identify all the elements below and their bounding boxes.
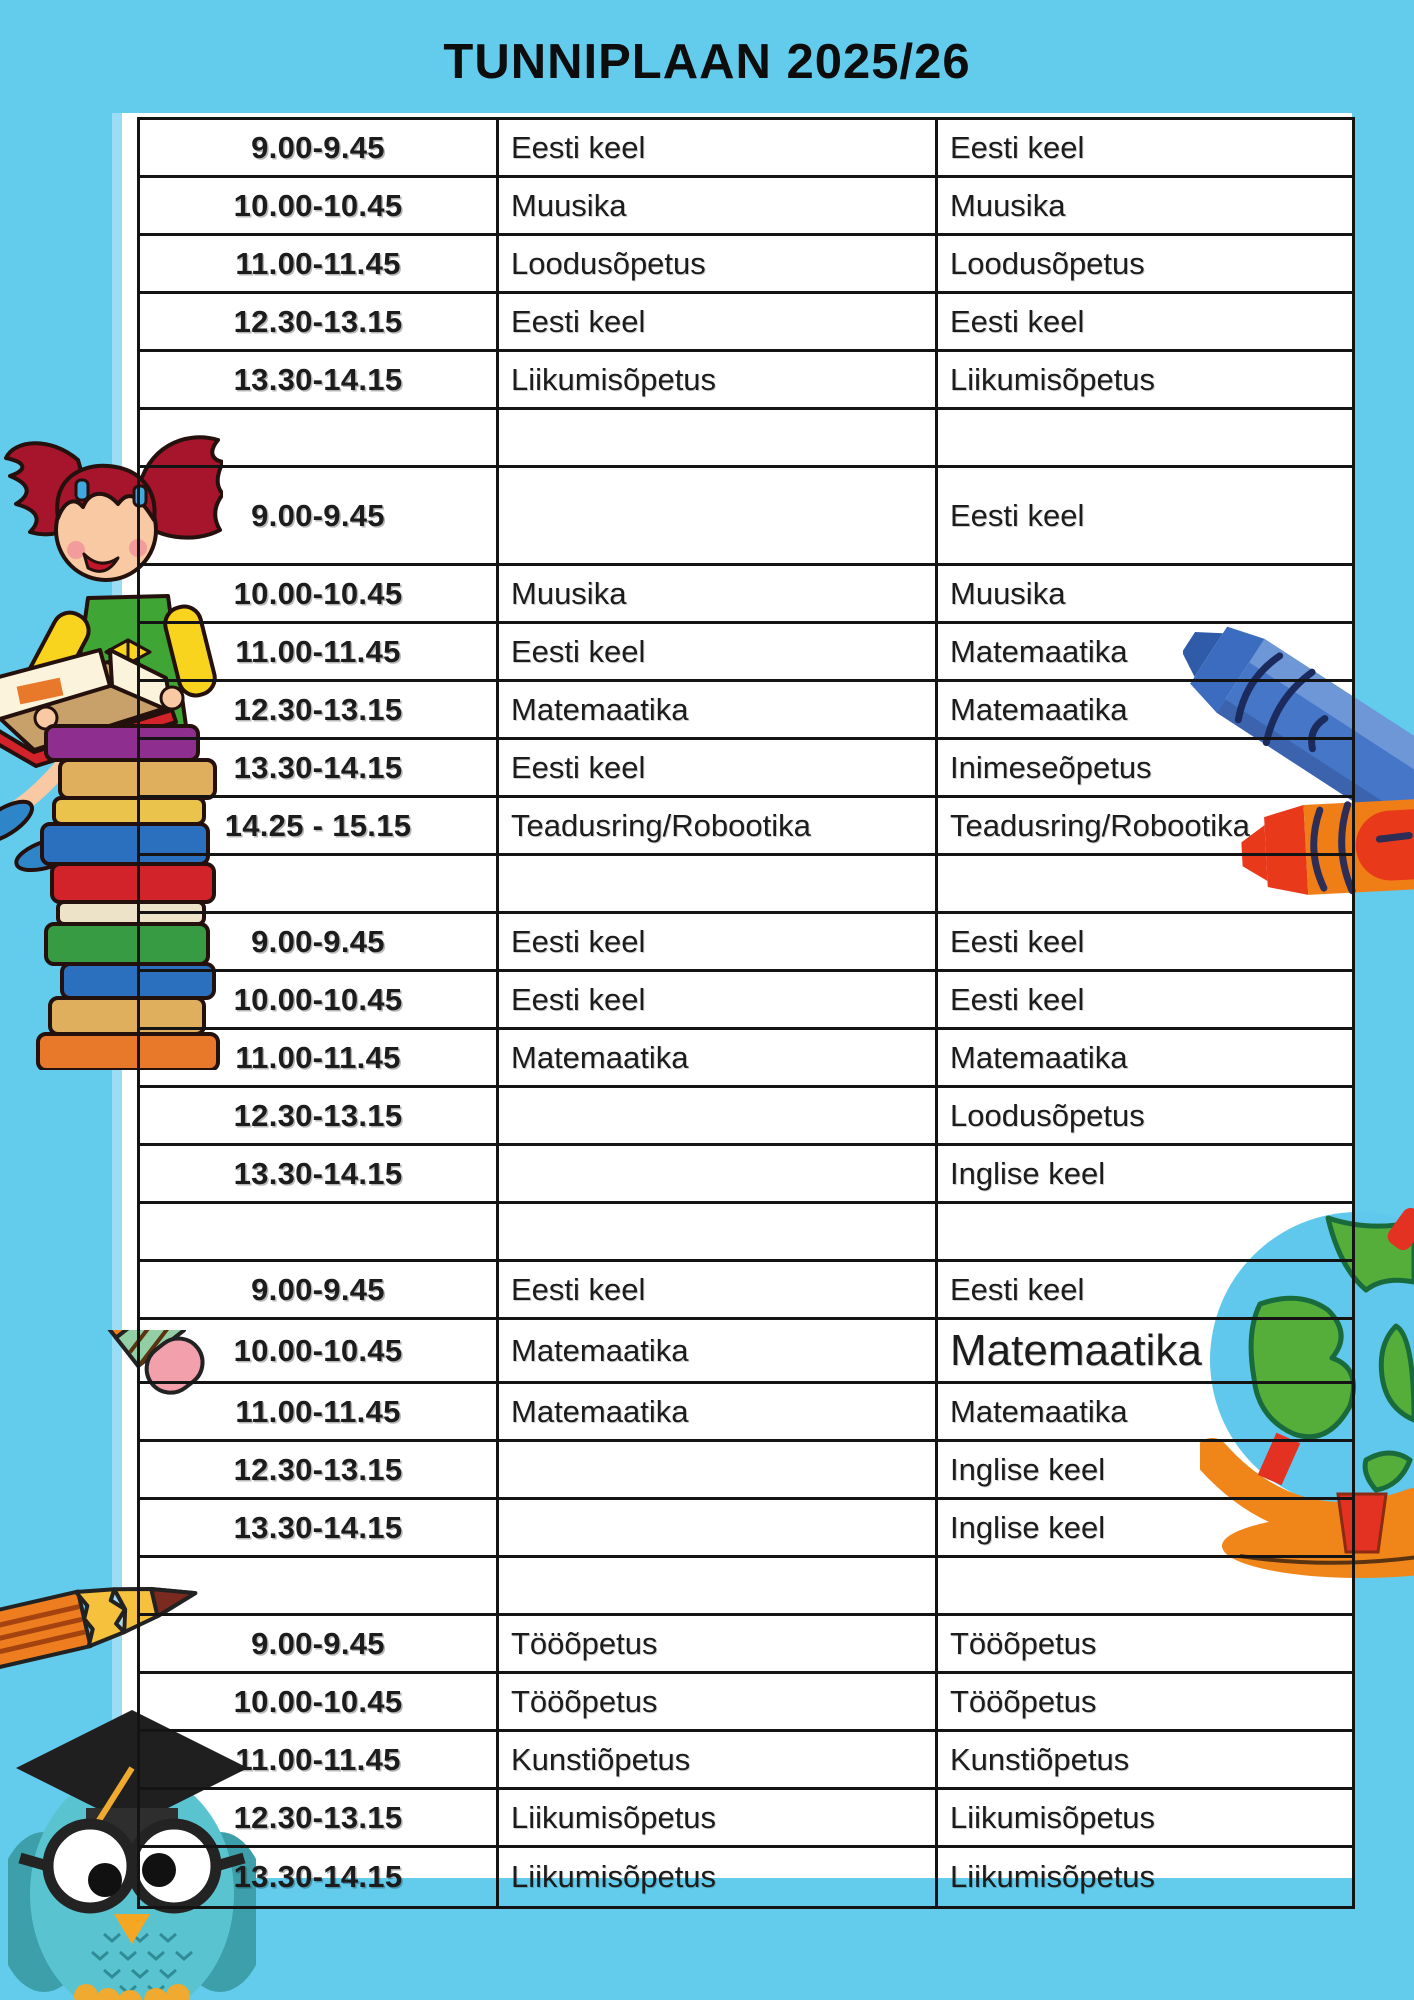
subject-cell-a: Liikumisõpetus [499,352,938,407]
time-cell: 14.25 - 15.15 [140,798,499,853]
table-row [140,1790,1352,1848]
subject-cell-a: Loodusõpetus [499,236,938,291]
time-cell: 11.00-11.45 [140,236,499,291]
subject-cell-b: Eesti keel [950,923,1085,959]
timetable-grid [137,117,1355,1909]
spacer-row [140,1558,1352,1616]
subject-cell-a: Teadusring/Robootika [499,798,938,853]
time-cell: 12.30-13.15 [140,1088,499,1143]
subject-cell-b: Matemaatika [950,1325,1202,1375]
time-cell: 9.00-9.45 [140,1262,499,1317]
subject-cell-b: Matemaatika [950,633,1128,669]
table-row [140,1384,1352,1442]
time-cell: 9.00-9.45 [140,468,499,563]
subject-cell-b: Inimeseõpetus [950,749,1152,785]
subject-cell-a: Eesti keel [499,1262,938,1317]
subject-cell-a [499,410,938,465]
time-cell: 11.00-11.45 [140,1732,499,1787]
table-row [140,1500,1352,1558]
time-cell: 9.00-9.45 [140,1616,499,1671]
subject-cell-b: Matemaatika [950,691,1128,727]
table-row [140,178,1352,236]
table-row [140,798,1352,856]
table-row [140,1146,1352,1204]
table-row [140,740,1352,798]
table-row [140,1442,1352,1500]
subject-cell-a: Eesti keel [499,120,938,175]
subject-cell-b: Inglise keel [950,1155,1106,1191]
spacer-row [140,1204,1352,1262]
subject-cell-b: Eesti keel [950,981,1085,1017]
subject-cell-b [938,856,1352,911]
subject-cell-a: Matemaatika [499,1320,938,1381]
time-cell: 9.00-9.45 [140,120,499,175]
time-cell: 13.30-14.15 [140,1146,499,1201]
time-cell [140,410,499,465]
subject-cell-a: Muusika [499,566,938,621]
subject-cell-a: Matemaatika [499,682,938,737]
subject-cell-a [499,856,938,911]
time-cell [140,856,499,911]
subject-cell-b: Tööõpetus [950,1625,1097,1661]
table-row [140,1088,1352,1146]
subject-cell-a [499,1558,938,1613]
time-cell: 11.00-11.45 [140,624,499,679]
subject-cell-a [499,1204,938,1259]
subject-cell-a: Eesti keel [499,294,938,349]
subject-cell-a: Tööõpetus [499,1674,938,1729]
table-row [140,1674,1352,1732]
subject-cell-b: Muusika [950,187,1066,223]
table-row [140,624,1352,682]
table-row [140,468,1352,566]
time-cell: 10.00-10.45 [140,1674,499,1729]
subject-cell-b [938,1558,1352,1613]
subject-cell-b: Eesti keel [950,497,1085,533]
table-row [140,236,1352,294]
subject-cell-b [938,1204,1352,1259]
subject-cell-b: Eesti keel [950,129,1085,165]
subject-cell-b: Eesti keel [950,1271,1085,1307]
subject-cell-b [938,410,1352,465]
table-row [140,120,1352,178]
subject-cell-a: Matemaatika [499,1384,938,1439]
subject-cell-b: Eesti keel [950,303,1085,339]
subject-cell-b: Liikumisõpetus [950,1799,1156,1835]
time-cell: 10.00-10.45 [140,1320,499,1381]
subject-cell-b: Kunstiõpetus [950,1741,1130,1777]
subject-cell-a [499,1442,938,1497]
time-cell: 10.00-10.45 [140,566,499,621]
subject-cell-a: Eesti keel [499,740,938,795]
subject-cell-b: Muusika [950,575,1066,611]
subject-cell-a [499,468,938,563]
subject-cell-a: Tööõpetus [499,1616,938,1671]
subject-cell-b: Inglise keel [950,1509,1106,1545]
time-cell [140,1558,499,1613]
time-cell: 12.30-13.15 [140,294,499,349]
time-cell: 10.00-10.45 [140,972,499,1027]
spacer-row [140,410,1352,468]
subject-cell-b: Tööõpetus [950,1683,1097,1719]
subject-cell-b: Liikumisõpetus [950,361,1156,397]
subject-cell-b: Inglise keel [950,1451,1106,1487]
time-cell: 13.30-14.15 [140,352,499,407]
subject-cell-a [499,1146,938,1201]
subject-cell-a [499,1500,938,1555]
poster-title: TUNNIPLAAN 2025/26 [443,35,971,89]
table-row [140,1616,1352,1674]
subject-cell-a: Muusika [499,178,938,233]
subject-cell-b: Matemaatika [950,1393,1128,1429]
time-cell [140,1204,499,1259]
spacer-row [140,856,1352,914]
time-cell: 13.30-14.15 [140,1848,499,1906]
table-row [140,914,1352,972]
time-cell: 9.00-9.45 [140,914,499,969]
subject-cell-a: Eesti keel [499,624,938,679]
subject-cell-b: Teadusring/Robootika [950,807,1250,843]
subject-cell-a [499,1088,938,1143]
time-cell: 12.30-13.15 [140,1442,499,1497]
subject-cell-a: Eesti keel [499,972,938,1027]
subject-cell-b: Loodusõpetus [950,1097,1145,1133]
subject-cell-b: Matemaatika [950,1039,1128,1075]
subject-cell-a: Kunstiõpetus [499,1732,938,1787]
subject-cell-a: Eesti keel [499,914,938,969]
table-row [140,352,1352,410]
table-row [140,1320,1352,1384]
time-cell: 11.00-11.45 [140,1030,499,1085]
table-row [140,1732,1352,1790]
subject-cell-a: Liikumisõpetus [499,1790,938,1845]
table-row [140,1262,1352,1320]
table-row [140,972,1352,1030]
time-cell: 13.30-14.15 [140,740,499,795]
subject-cell-a: Matemaatika [499,1030,938,1085]
table-row [140,1030,1352,1088]
time-cell: 12.30-13.15 [140,1790,499,1845]
time-cell: 12.30-13.15 [140,682,499,737]
table-row [140,1848,1352,1906]
table-row [140,294,1352,352]
table-row [140,682,1352,740]
subject-cell-b: Loodusõpetus [950,245,1145,281]
subject-cell-b: Liikumisõpetus [950,1859,1156,1894]
time-cell: 10.00-10.45 [140,178,499,233]
table-row [140,566,1352,624]
subject-cell-a: Liikumisõpetus [499,1848,938,1906]
time-cell: 11.00-11.45 [140,1384,499,1439]
time-cell: 13.30-14.15 [140,1500,499,1555]
